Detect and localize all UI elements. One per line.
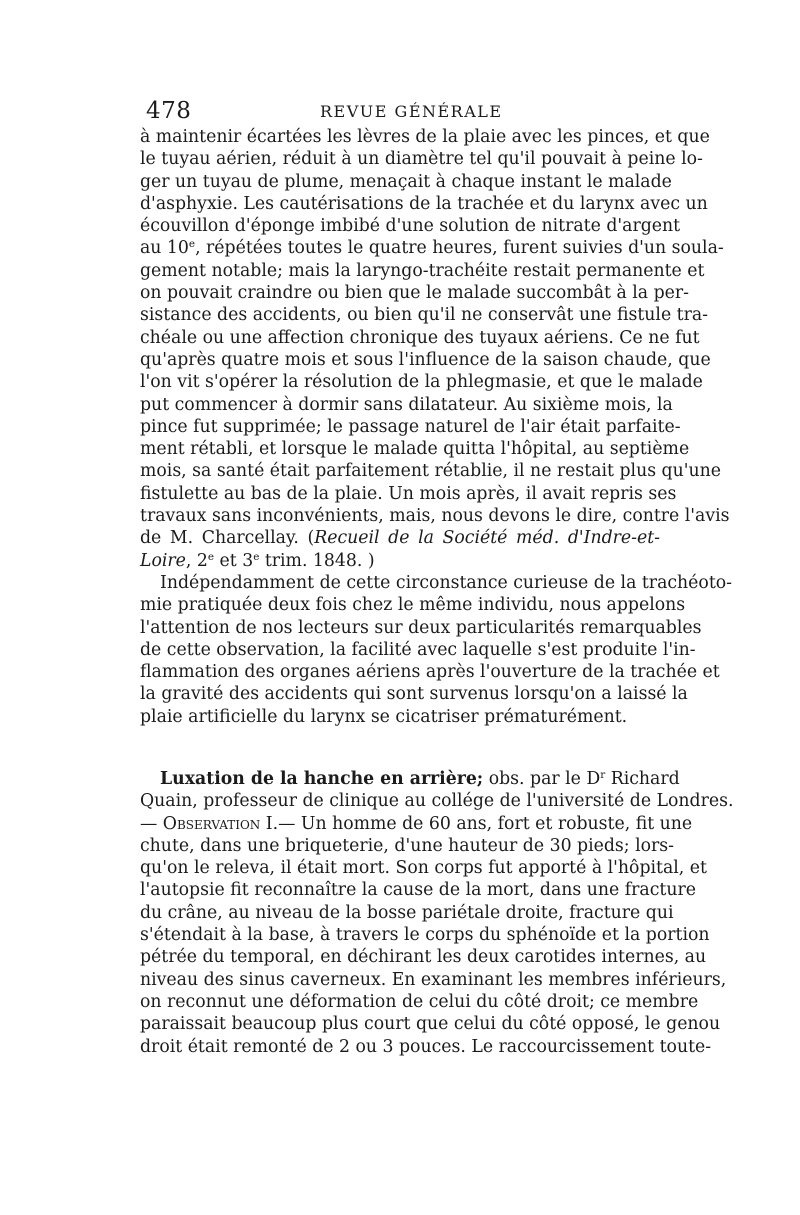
text-line: put commencer à dormir sans dilatateur. Au sixième mois, la: [140, 394, 673, 415]
section-title: Luxation de la hanche en arrière;: [160, 769, 484, 789]
text-line: fistulette au bas de la plaie. Un mois après, il avait repris ses: [140, 483, 677, 504]
citation-source: Recueil de la Société méd. d'Indre-et-: [314, 528, 660, 549]
text-line: ment rétabli, et lorsque le malade quitta l'hôpital, au septième: [140, 439, 690, 460]
page-number: 478: [146, 98, 192, 124]
text-line: mois, sa santé était parfaitement rétablie, il ne restait plus qu'une: [140, 461, 721, 482]
text-line: pince fut supprimée; le passage naturel de l'air était parfaite-: [140, 416, 681, 437]
citation-lead: de M. Charcellay. (: [140, 528, 315, 549]
section-heading-line: [140, 768, 680, 790]
paragraph-tracheotomy: [140, 126, 730, 527]
text-line: s'étendait à la base, à travers le corps du sphénoïde et la portion: [140, 925, 710, 946]
section-author: obs. par le $D^r$ Richard: [488, 768, 680, 789]
text-line: flammation des organes aériens après l'ouverture de la trachée et: [140, 662, 720, 683]
text-line: qu'après quatre mois et sous l'influence de la saison chaude, que: [140, 349, 711, 370]
text-line: on pouvait craindre ou bien que le malade succombât à la per-: [140, 283, 689, 304]
text-line: chute, dans une briqueterie, d'une hauteur de 30 pieds; lors-: [140, 835, 675, 856]
text-line: gement notable; mais la laryngo-trachéite restait permanente et: [140, 260, 705, 281]
text-column-top: [140, 126, 733, 728]
text-line: paraissait beaucoup plus court que celui du côté opposé, le genou: [140, 1014, 721, 1035]
paragraph-observation: [140, 835, 727, 1058]
running-head: REVUE GÉNÉRALE: [320, 102, 503, 121]
text-line: écouvillon d'éponge imbibé d'une solution de nitrate d'argent: [140, 216, 681, 237]
text-line: ger un tuyau de plume, menaçait à chaque instant le malade: [140, 171, 672, 192]
text-line: qu'on le releva, il était mort. Son corps fut apporté à l'hôpital, et: [140, 858, 707, 879]
observation-line: — Observation I.— Un homme de 60 ans, fort et robuste, fit une: [140, 813, 693, 834]
text-line: du crâne, au niveau de la bosse pariétale droite, fracture qui: [140, 902, 674, 923]
text-line: on reconnut une déformation de celui du côté droit; ce membre: [140, 991, 699, 1012]
text-line: la gravité des accidents qui sont survenus lorsqu'on a laissé la: [140, 684, 688, 705]
text-line: l'attention de nos lecteurs sur deux particularités remarquables: [140, 617, 702, 638]
text-line: au 10e, répétées toutes le quatre heures, furent suivies d'un soula-: [140, 238, 724, 259]
text-line: à maintenir écartées les lèvres de la plaie avec les pinces, et que: [140, 127, 710, 147]
text-line: travaux sans inconvénients, mais, nous devons le dire, contre l'avis: [140, 506, 730, 527]
text-line: de cette observation, la facilité avec laquelle s'est produite l'in-: [140, 639, 696, 660]
citation-source-cont: Loire: [140, 550, 186, 571]
text-line: mie pratiquée deux fois chez le même individu, nous appelons: [140, 595, 686, 616]
text-line: l'on vit s'opérer la résolution de la phlegmasie, et que le malade: [140, 372, 703, 393]
citation-line: [140, 527, 660, 549]
text-line: plaie artificielle du larynx se cicatriser prématurément.: [140, 706, 628, 727]
text-line: l'autopsie fit reconnaître la cause de la mort, dans une fracture: [140, 880, 696, 901]
paragraph-commentary: [140, 572, 733, 728]
citation-line: Loire, 2e et 3e trim. 1848. ): [140, 550, 375, 571]
text-line: d'asphyxie. Les cautérisations de la trachée et du larynx avec un: [140, 193, 708, 214]
observation-label: — Observation I.: [140, 813, 279, 834]
text-line: sistance des accidents, ou bien qu'il ne conservât une fistule tra-: [140, 305, 709, 326]
text-line: niveau des sinus caverneux. En examinant les membres inférieurs,: [140, 969, 727, 990]
text-line: chéale ou une affection chronique des tuyaux aériens. Ce ne fut: [140, 327, 700, 348]
text-column-bottom: [140, 768, 734, 1058]
section-affiliation: Quain, professeur de clinique au collége de l'université de Londres.: [140, 791, 734, 812]
text-line: droit était remonté de 2 ou 3 pouces. Le raccourcissement toute-: [140, 1036, 712, 1057]
text-line: le tuyau aérien, réduit à un diamètre tel qu'il pouvait à peine lo-: [140, 149, 703, 170]
text-line: pétrée du temporal, en déchirant les deux carotides internes, au: [140, 947, 707, 968]
page-header: [140, 98, 660, 128]
text-line: Indépendamment de cette circonstance curieuse de la trachéoto-: [160, 572, 733, 593]
